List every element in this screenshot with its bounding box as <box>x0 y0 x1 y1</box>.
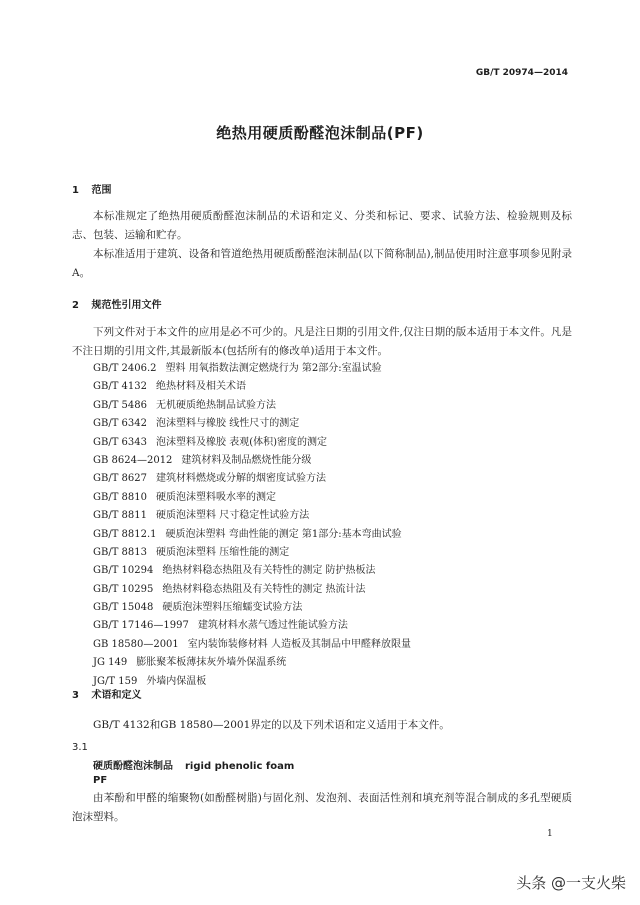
reference-item: GB/T 10294 绝热材料稳态热阻及有关特性的测定 防护热板法 <box>93 565 376 577</box>
reference-item: GB/T 8812.1 硬质泡沫塑料 弯曲性能的测定 第1部分:基本弯曲试验 <box>93 528 402 540</box>
scope-paragraph-2: 本标准适用于建筑、设备和管道绝热用硬质酚醛泡沫制品(以下简称制品),制品使用时注意事项参见附录A。 <box>72 248 572 279</box>
reference-item: GB/T 8811 硬质泡沫塑料 尺寸稳定性试验方法 <box>93 510 310 522</box>
reference-item: GB/T 6342 泡沫塑料与橡胶 线性尺寸的测定 <box>93 418 300 430</box>
page-number: 1 <box>547 829 553 839</box>
reference-item: GB/T 15048 硬质泡沫塑料压缩蠕变试验方法 <box>93 602 303 614</box>
section-1-heading <box>72 181 111 196</box>
reference-item: GB 18580—2001 室内装饰装修材料 人造板及其制品中甲醛释放限量 <box>93 638 411 650</box>
watermark: 头条 @一支火柴 <box>516 874 626 892</box>
section-3-heading <box>72 686 141 701</box>
subclause-number: 3.1 <box>72 742 88 753</box>
document-title: 绝热用硬质酚醛泡沫制品(PF) <box>216 124 424 142</box>
section-2-heading <box>72 296 161 311</box>
term-definition: 由苯酚和甲醛的缩聚物(如酚醛树脂)与固化剂、发泡剂、表面活性剂和填充剂等混合制成的多孔型硬质泡沫塑料。 <box>72 792 572 823</box>
term-heading <box>93 757 294 772</box>
section-number: 1 <box>72 185 79 196</box>
scope-paragraph-1: 本标准规定了绝热用硬质酚醛泡沫制品的术语和定义、分类和标记、要求、试验方法、检验规则及标志、包装、运输和贮存。 <box>72 210 572 241</box>
section-title: 术语和定义 <box>91 690 142 701</box>
reference-item: GB/T 10295 绝热材料稳态热阻及有关特性的测定 热流计法 <box>93 583 366 595</box>
reference-item: GB/T 17146—1997 建筑材料水蒸气透过性能试验方法 <box>93 620 348 632</box>
section-number: 3 <box>72 690 79 701</box>
reference-item: JG/T 159 外墙内保温板 <box>93 675 207 687</box>
section-title: 规范性引用文件 <box>91 300 162 311</box>
reference-item: GB 8624—2012 建筑材料及制品燃烧性能分级 <box>93 454 312 466</box>
term-english: rigid phenolic foam <box>185 761 295 772</box>
reference-item: GB/T 2406.2 塑料 用氧指数法测定燃烧行为 第2部分:室温试验 <box>93 363 382 374</box>
term-abbreviation: PF <box>93 775 108 786</box>
references-intro: 下列文件对于本文件的应用是必不可少的。凡是注日期的引用文件,仅注日期的版本适用于本文件。凡是不注日期的引用文件,其最新版本(包括所有的修改单)适用于本文件。 <box>72 326 572 357</box>
reference-item: GB/T 8813 硬质泡沫塑料 压缩性能的测定 <box>93 546 290 558</box>
reference-list <box>93 360 411 691</box>
term-chinese: 硬质酚醛泡沫制品 <box>93 761 173 772</box>
section-title: 范围 <box>91 185 112 196</box>
reference-item: GB/T 6343 泡沫塑料及橡胶 表观(体积)密度的测定 <box>93 436 327 448</box>
terms-intro: GB/T 4132和GB 18580—2001界定的以及下列术语和定义适用于本文件。 <box>93 719 450 731</box>
section-number: 2 <box>72 300 79 311</box>
reference-item: GB/T 5486 无机硬质绝热制品试验方法 <box>93 399 277 411</box>
reference-item: GB/T 8627 建筑材料燃烧或分解的烟密度试验方法 <box>93 473 327 485</box>
reference-item: GB/T 4132 绝热材料及相关术语 <box>93 381 247 393</box>
reference-item: JG 149 膨胀聚苯板薄抹灰外墙外保温系统 <box>93 657 287 669</box>
reference-item: GB/T 8810 硬质泡沫塑料吸水率的测定 <box>93 491 277 503</box>
standard-number: GB/T 20974—2014 <box>475 68 568 78</box>
